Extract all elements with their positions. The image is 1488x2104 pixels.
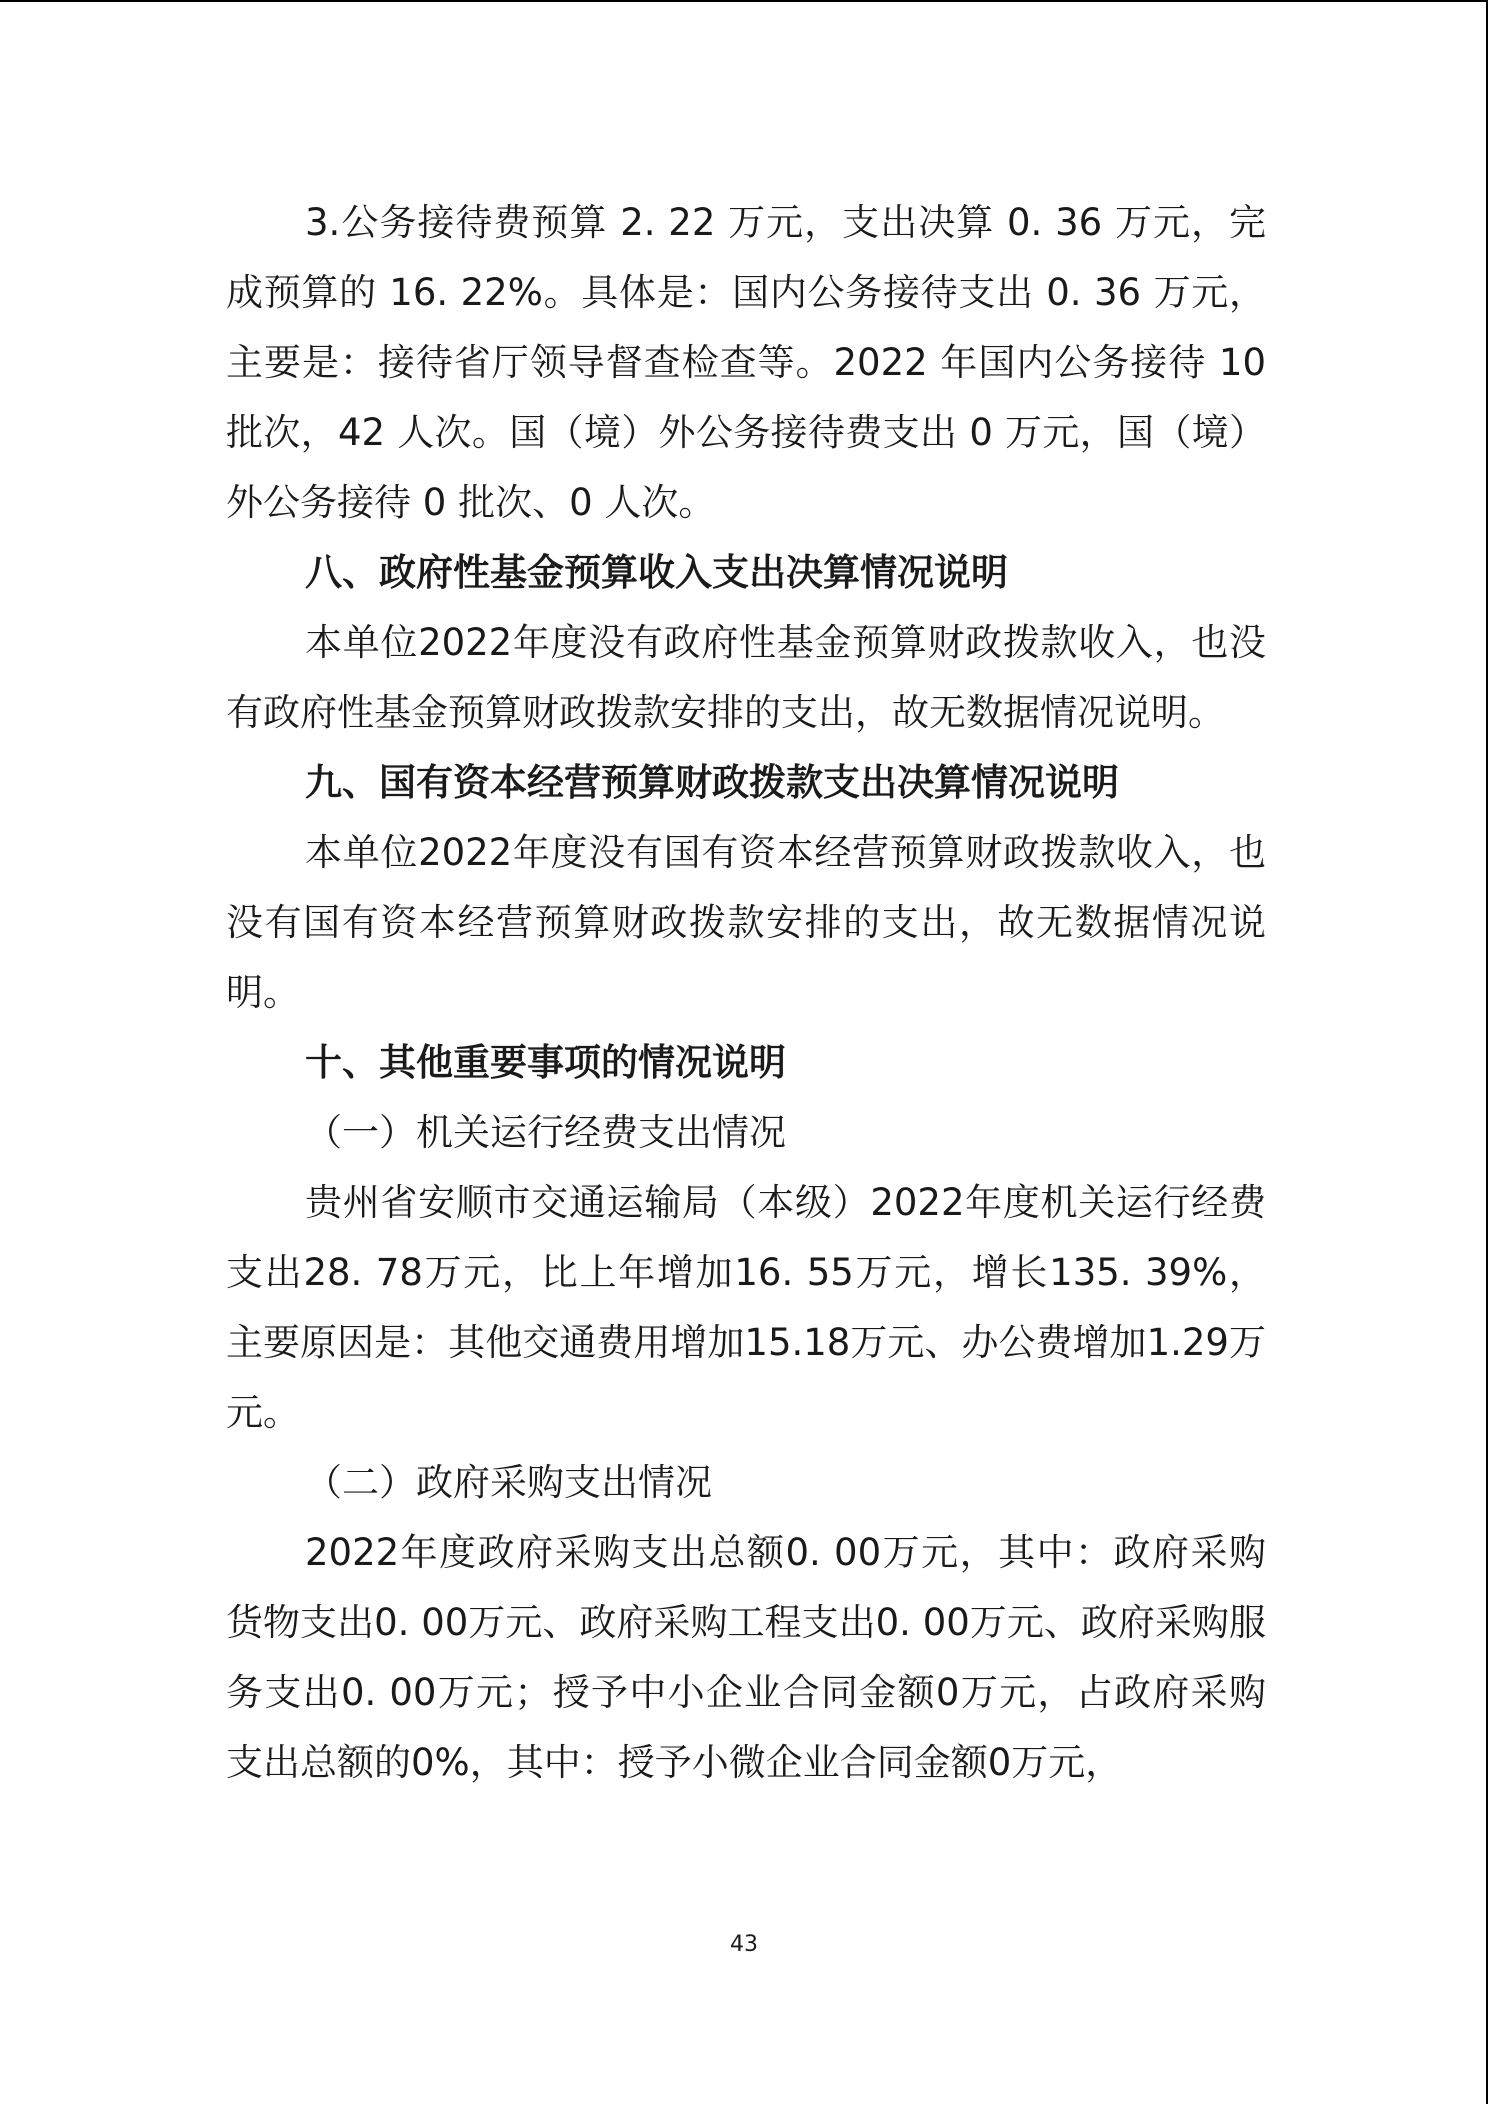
page-body: [226, 188, 1266, 1798]
paragraph-reception-fee: 3.公务接待费预算 2. 22 万元，支出决算 0. 36 万元，完成预算的 16. 22%。具体是：国内公务接待支出 0. 36 万元，主要是：接待省厅领导督查检查等。2022 年国内公务接待 10 批次，42 人次。国（境）外公务接待费支出 0 万元，国（境）外公务接待 0 批次、0 人次。: [226, 201, 1266, 524]
paragraph-procurement: 2022年度政府采购支出总额0. 00万元，其中：政府采购货物支出0. 00万元、政府采购工程支出0. 00万元、政府采购服务支出0. 00万元；授予中小企业合同金额0万元，占政府采购支出总额的0%，其中：授予小微企业合同金额0万元，: [226, 1531, 1266, 1784]
heading-other-matters: 十、其他重要事项的情况说明: [305, 1041, 786, 1084]
paragraph-operating-expenses: 贵州省安顺市交通运输局（本级）2022年度机关运行经费支出28. 78万元，比上年增加16. 55万元，增长135. 39%，主要原因是：其他交通费用增加15.18万元、办公费增加1.29万元。: [226, 1181, 1266, 1434]
subheading-procurement: （二）政府采购支出情况: [305, 1461, 712, 1504]
paragraph-government-fund: 本单位2022年度没有政府性基金预算财政拨款收入，也没有政府性基金预算财政拨款安排的支出，故无数据情况说明。: [226, 621, 1266, 734]
subheading-operating-expenses: （一）机关运行经费支出情况: [305, 1111, 786, 1154]
paragraph-state-capital: 本单位2022年度没有国有资本经营预算财政拨款收入，也没有国有资本经营预算财政拨款安排的支出，故无数据情况说明。: [226, 831, 1266, 1014]
page-number: 43: [730, 1932, 758, 1957]
heading-government-fund: 八、政府性基金预算收入支出决算情况说明: [305, 551, 1008, 594]
heading-state-capital: 九、国有资本经营预算财政拨款支出决算情况说明: [305, 761, 1119, 804]
